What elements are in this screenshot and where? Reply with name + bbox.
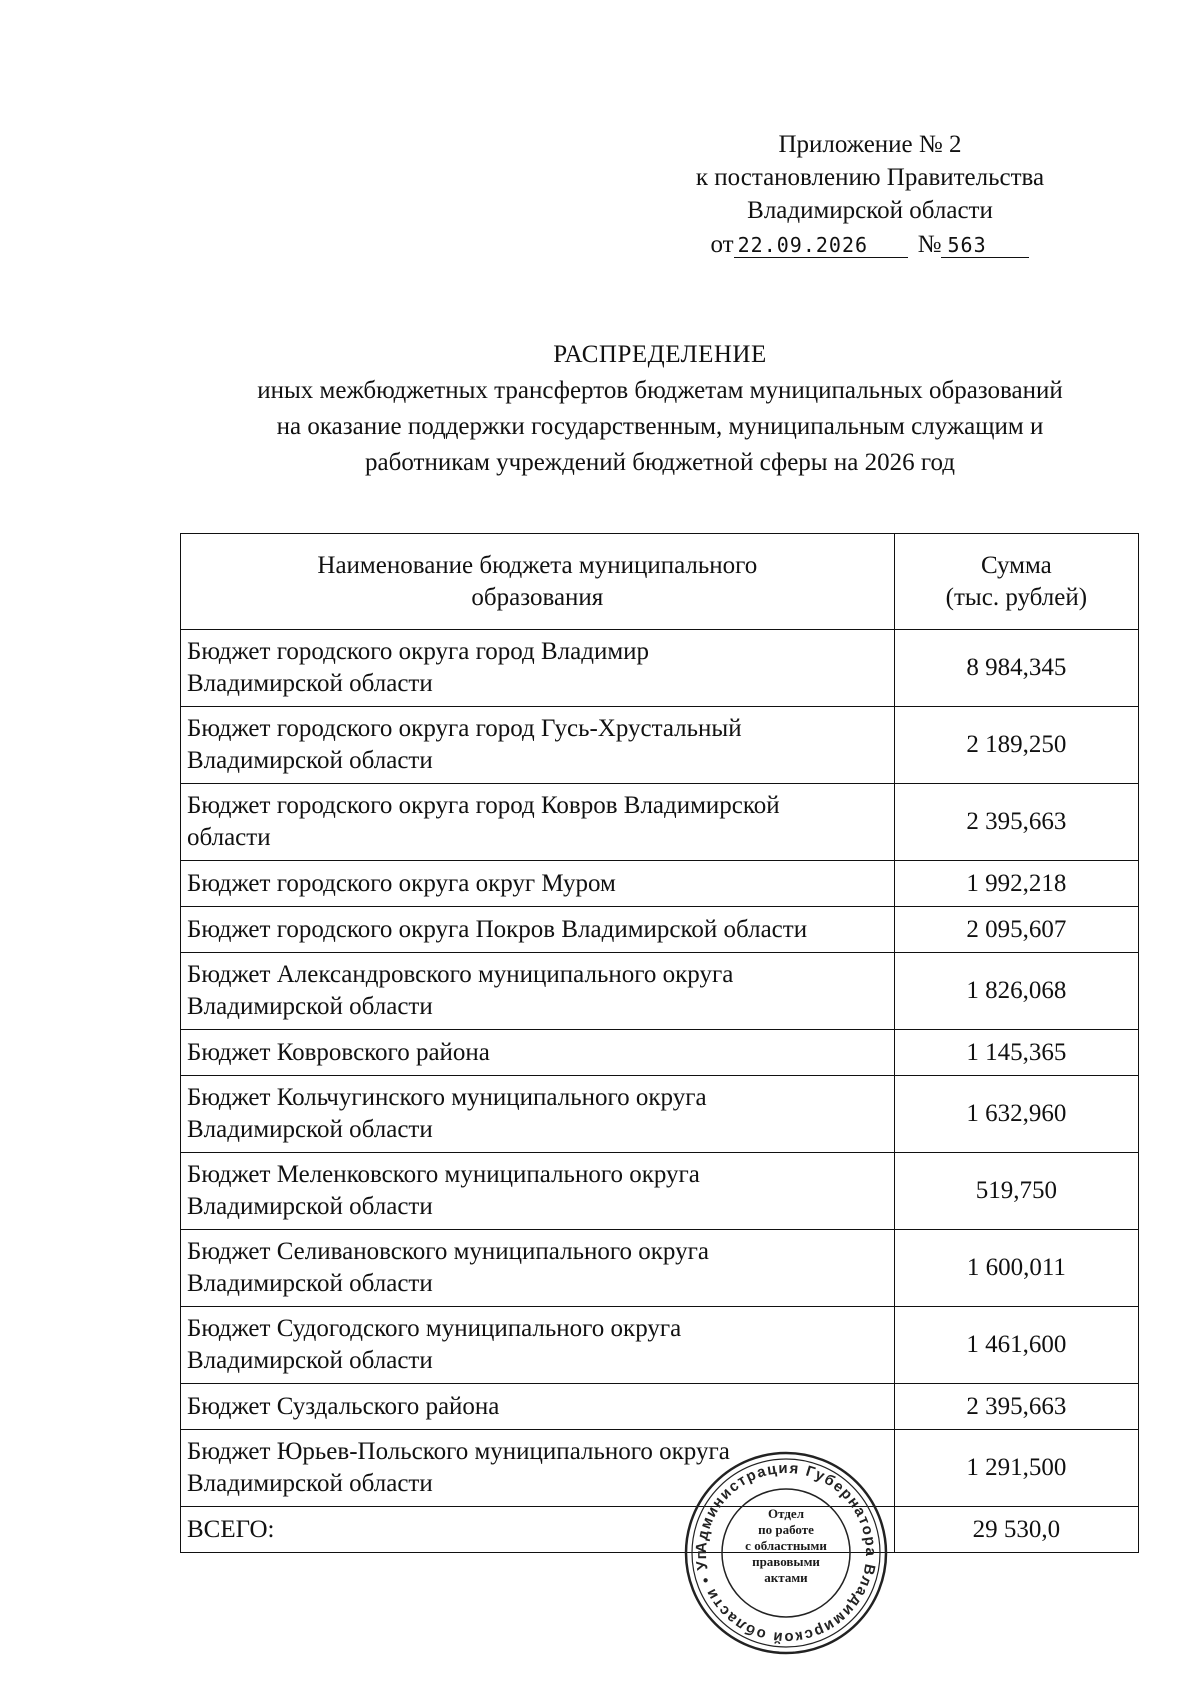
table-row <box>181 953 1139 1030</box>
stamp-line-3: с областными <box>745 1538 827 1553</box>
row-name-line-1: Бюджет Кольчугинского муниципального округа <box>187 1084 707 1111</box>
row-name-cell <box>181 1153 895 1230</box>
row-name-line-1: Бюджет Селивановского муниципального округа <box>187 1238 709 1265</box>
row-name-line-1: Бюджет городского округа Покров Владимирской области <box>187 915 808 943</box>
header-sum-cell <box>894 534 1138 630</box>
title-main: РАСПРЕДЕЛЕНИЕ <box>553 341 767 368</box>
table-row <box>181 707 1139 784</box>
from-label: от <box>710 231 734 258</box>
table-row <box>181 1430 1139 1507</box>
row-name-cell <box>181 784 895 861</box>
stamp-line-5: актами <box>764 1570 808 1585</box>
row-name-line-1: Бюджет Судогодского муниципального округа <box>187 1315 682 1342</box>
row-sum-cell: 519,750 <box>894 1153 1138 1230</box>
row-name-cell <box>181 630 895 707</box>
row-name-line-2: Владимирской области <box>187 747 433 774</box>
table-row <box>181 1076 1139 1153</box>
title-line-3: работникам учреждений бюджетной сферы на 2026 год <box>365 449 955 476</box>
header-name-cell <box>181 534 895 630</box>
row-name-line-1: Бюджет городского округа город Владимир <box>187 638 650 665</box>
row-name-line-2: Владимирской области <box>187 1116 433 1143</box>
row-sum-cell: 2 395,663 <box>894 1384 1138 1430</box>
row-name-cell <box>181 907 895 953</box>
row-name-cell <box>181 707 895 784</box>
row-name-line-2: области <box>187 824 271 851</box>
table-row <box>181 1384 1139 1430</box>
row-name-cell <box>181 1307 895 1384</box>
row-name-line-1: Бюджет Суздальского района <box>187 1392 500 1420</box>
row-name-cell <box>181 1030 895 1076</box>
header-sum-line-1: Сумма <box>980 551 1052 579</box>
table-row <box>181 907 1139 953</box>
row-sum-cell: 1 145,365 <box>894 1030 1138 1076</box>
total-label: ВСЕГО: <box>181 1507 895 1553</box>
row-name-line-2: Владимирской области <box>187 1193 433 1220</box>
stamp-ring-text: Администрация Губернатора Владимирской области • Уп <box>692 1459 880 1647</box>
table-row <box>181 784 1139 861</box>
row-sum-cell: 1 826,068 <box>894 953 1138 1030</box>
table-total-row <box>181 1507 1139 1553</box>
number-label: № <box>917 231 942 258</box>
row-name-cell <box>181 861 895 907</box>
document-title <box>180 337 1140 481</box>
stamp-line-4: правовыми <box>752 1554 820 1569</box>
row-sum-cell: 1 992,218 <box>894 861 1138 907</box>
total-value: 29 530,0 <box>894 1507 1138 1553</box>
table-body <box>181 630 1139 1507</box>
table-header-row <box>181 534 1139 630</box>
title-line-1: иных межбюджетных трансфертов бюджетам муниципальных образований <box>257 377 1063 404</box>
row-name-line-1: Бюджет городского округа город Ковров Владимирской <box>187 792 780 819</box>
row-name-line-1: Бюджет городского округа округ Муром <box>187 869 616 897</box>
table-row <box>181 1153 1139 1230</box>
header-name-line-2: образования <box>471 583 604 611</box>
stamp-line-1: Отдел <box>768 1506 804 1521</box>
appendix-block <box>600 128 1140 261</box>
row-name-line-1: Бюджет Меленковского муниципального округа <box>187 1161 700 1188</box>
row-name-line-2: Владимирской области <box>187 1347 433 1374</box>
table-row <box>181 1030 1139 1076</box>
row-sum-cell: 2 189,250 <box>894 707 1138 784</box>
table-row <box>181 1230 1139 1307</box>
row-name-line-2: Владимирской области <box>187 1470 433 1497</box>
row-name-cell <box>181 1230 895 1307</box>
title-line-2: на оказание поддержки государственным, муниципальным служащим и <box>276 413 1044 440</box>
header-name-line-1: Наименование бюджета муниципального <box>317 551 758 579</box>
row-sum-cell: 1 291,500 <box>894 1430 1138 1507</box>
table-row <box>181 1307 1139 1384</box>
header-sum-line-2: (тыс. рублей) <box>945 583 1088 611</box>
row-sum-cell: 2 395,663 <box>894 784 1138 861</box>
appendix-line-1: Приложение № 2 <box>778 131 962 158</box>
table-row <box>181 861 1139 907</box>
row-name-cell <box>181 1384 895 1430</box>
table-row <box>181 630 1139 707</box>
row-name-line-1: Бюджет городского округа город Гусь-Хрустальный <box>187 715 742 742</box>
row-sum-cell: 8 984,345 <box>894 630 1138 707</box>
row-name-line-1: Бюджет Юрьев-Польского муниципального округа <box>187 1438 730 1465</box>
appendix-line-3: Владимирской области <box>747 197 993 224</box>
row-name-cell <box>181 953 895 1030</box>
row-name-line-2: Владимирской области <box>187 1270 433 1297</box>
stamp-center-text <box>735 1506 837 1586</box>
row-name-cell <box>181 1076 895 1153</box>
row-sum-cell: 1 461,600 <box>894 1307 1138 1384</box>
row-sum-cell: 1 600,011 <box>894 1230 1138 1307</box>
row-name-line-1: Бюджет Ковровского района <box>187 1038 490 1066</box>
row-name-line-2: Владимирской области <box>187 993 433 1020</box>
row-name-line-2: Владимирской области <box>187 670 433 697</box>
decree-date: 22.09.2026 <box>734 233 908 258</box>
decree-number: 563 <box>941 233 1029 258</box>
appendix-date-number-line <box>600 228 1140 261</box>
row-sum-cell: 2 095,607 <box>894 907 1138 953</box>
row-sum-cell: 1 632,960 <box>894 1076 1138 1153</box>
distribution-table <box>180 533 1139 1553</box>
appendix-line-2: к постановлению Правительства <box>695 164 1045 191</box>
official-stamp <box>683 1450 889 1656</box>
stamp-line-2: по работе <box>758 1522 814 1537</box>
row-name-line-1: Бюджет Александровского муниципального округа <box>187 961 734 988</box>
